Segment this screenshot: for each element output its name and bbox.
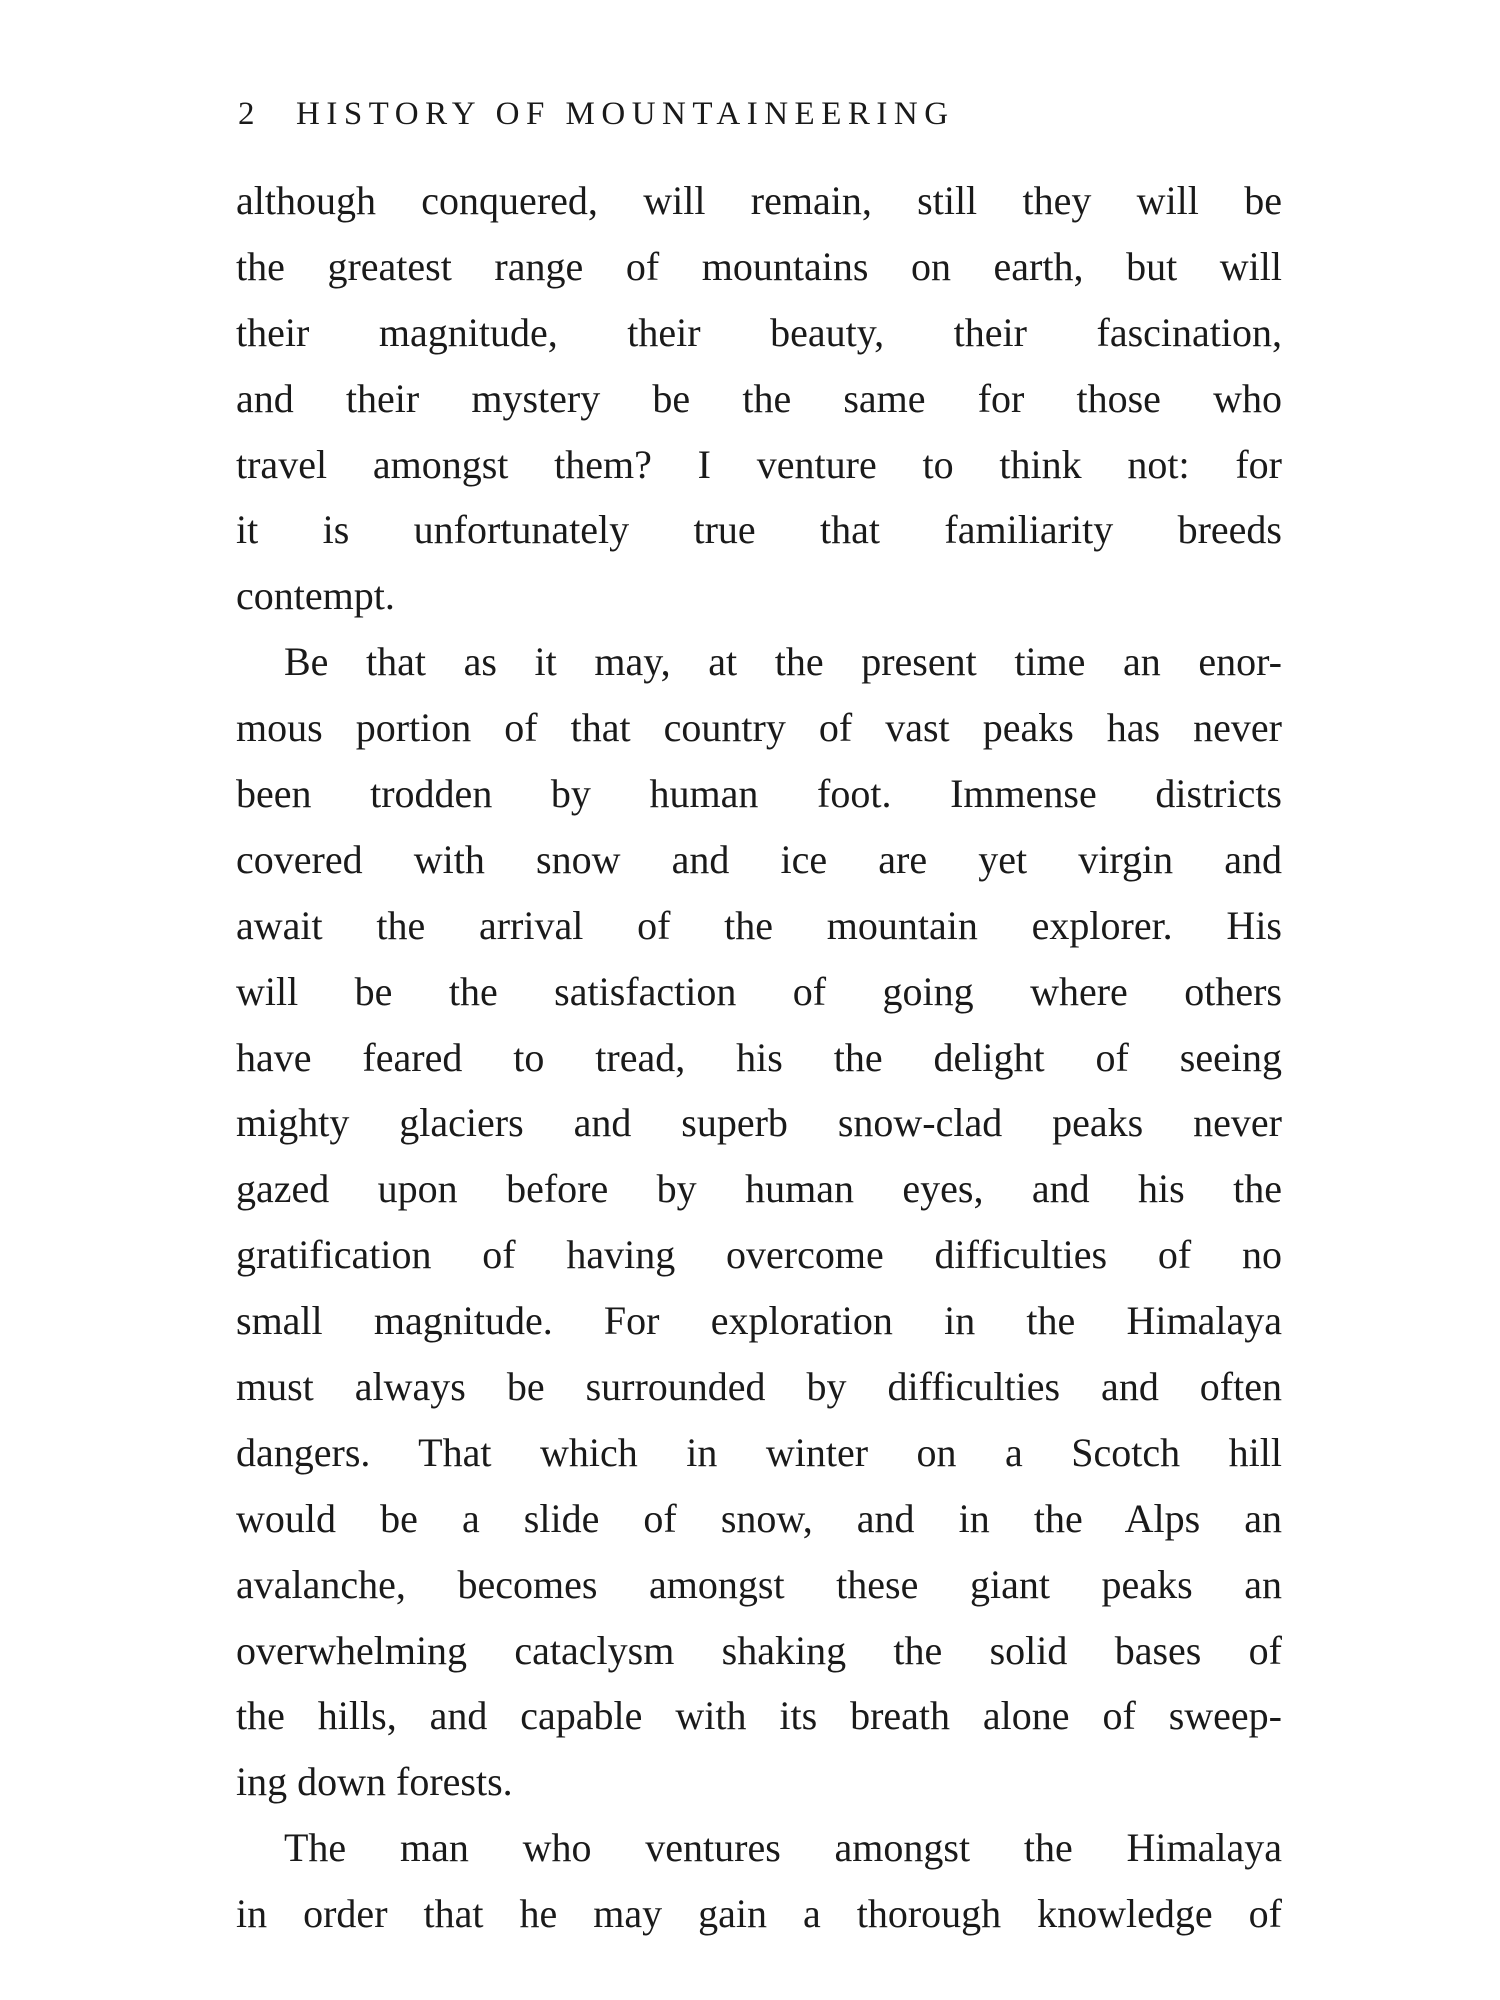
text-line: overwhelming cataclysm shaking the solid bases of	[236, 1627, 1282, 1673]
text-line: the greatest range of mountains on earth, but will	[236, 243, 1282, 289]
text-line: and their mystery be the same for those who	[236, 375, 1282, 421]
text-line: travel amongst them? I venture to think not: for	[236, 441, 1282, 487]
text-line: their magnitude, their beauty, their fascination,	[236, 309, 1282, 355]
text-line: dangers. That which in winter on a Scotch hill	[236, 1429, 1282, 1475]
text-line: the hills, and capable with its breath alone of sweep-	[236, 1693, 1282, 1739]
text-line: ing down forests.	[236, 1759, 513, 1805]
text-line: avalanche, becomes amongst these giant peaks an	[236, 1561, 1282, 1607]
page-header	[238, 84, 1278, 144]
text-line: gazed upon before by human eyes, and his the	[236, 1166, 1282, 1212]
text-line: although conquered, will remain, still they will be	[236, 178, 1282, 223]
paragraph-first-line: The man who ventures amongst the Himalaya	[284, 1825, 1282, 1871]
text-line: it is unfortunately true that familiarity breeds	[236, 507, 1282, 553]
paragraph-first-line: Be that as it may, at the present time an enor-	[284, 639, 1282, 685]
text-line: been trodden by human foot. Immense districts	[236, 771, 1282, 817]
running-head: HISTORY OF MOUNTAINEERING	[296, 96, 955, 132]
text-line: contempt.	[236, 573, 395, 619]
text-line: would be a slide of snow, and in the Alps an	[236, 1495, 1282, 1541]
text-line: mous portion of that country of vast peaks has never	[236, 705, 1282, 751]
text-line: will be the satisfaction of going where others	[236, 968, 1282, 1014]
text-line: have feared to tread, his the delight of seeing	[236, 1034, 1282, 1080]
text-line: mighty glaciers and superb snow-clad peaks never	[236, 1100, 1282, 1146]
body-text	[236, 168, 1282, 1947]
text-line: gratification of having overcome difficulties of no	[236, 1232, 1282, 1278]
text-line: covered with snow and ice are yet virgin and	[236, 836, 1282, 882]
text-line: in order that he may gain a thorough knowledge of	[236, 1891, 1282, 1937]
text-line: must always be surrounded by difficulties and often	[236, 1364, 1282, 1410]
text-line: await the arrival of the mountain explorer. His	[236, 902, 1282, 948]
text-line: small magnitude. For exploration in the Himalaya	[236, 1298, 1282, 1344]
page-number: 2	[238, 96, 261, 132]
